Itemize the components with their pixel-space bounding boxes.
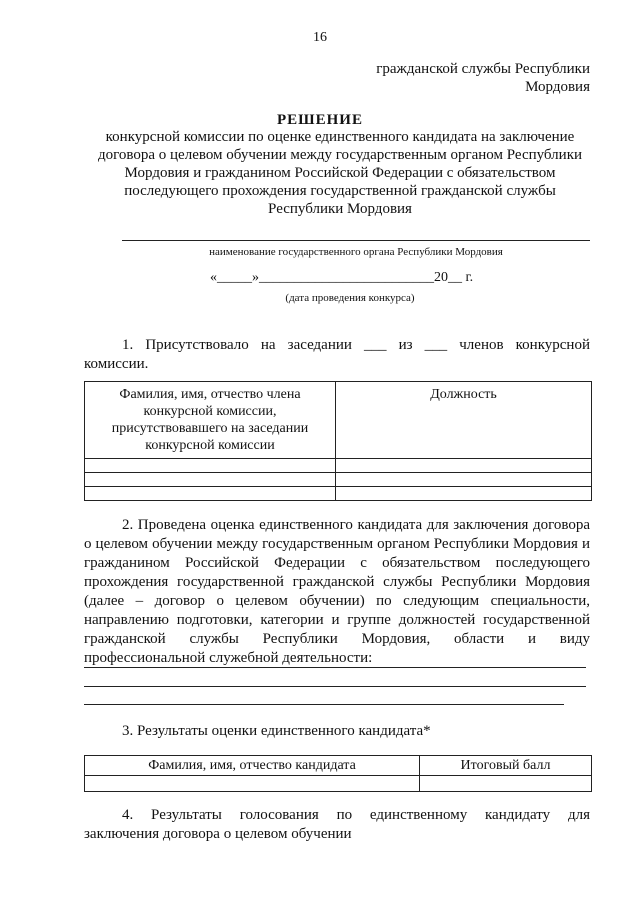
document-title: РЕШЕНИЕ: [277, 112, 363, 128]
subtitle-line: договора о целевом обучении между государственным органом Республики: [97, 147, 583, 163]
subtitle-line: Мордовия и гражданином Российской Федерации с обязательством: [124, 165, 556, 181]
table-row: [85, 487, 592, 501]
table-cell: [85, 487, 336, 501]
subtitle-line: последующего прохождения государственной гражданской службы: [124, 183, 556, 199]
table-cell: [336, 487, 592, 501]
header-line-1: гражданской службы Республики: [376, 61, 590, 77]
table-cell: [336, 473, 592, 487]
table-cell: [85, 459, 336, 473]
fill-line: [84, 667, 586, 668]
section-4-text: 4. Результаты голосования по единственному кандидату для: [122, 807, 590, 823]
final-score-header-text: Итоговый балл: [460, 758, 551, 773]
final-score-header: [420, 756, 592, 776]
table-cell: [420, 776, 592, 792]
member-name-header-text: Фамилия, имя, отчество члена конкурсной комиссии, присутствовавшего на заседании конкурсной комиссии: [111, 387, 309, 453]
table-row: [85, 776, 592, 792]
table-header-row: [85, 756, 592, 776]
subtitle-line: Республики Мордовия: [268, 201, 412, 217]
org-name-line: [122, 240, 590, 241]
section-1-text: 1. Присутствовало на заседании ___ из ___ членов конкурсной: [122, 337, 590, 353]
section-3-text: 3. Результаты оценки единственного кандидата*: [122, 723, 431, 739]
section-1-text-cont: комиссии.: [84, 356, 149, 372]
section-4-text-cont: заключения договора о целевом обучении: [84, 826, 352, 842]
candidate-name-header: [85, 756, 420, 776]
date-field: «_____»_________________________20__ г.: [210, 270, 474, 285]
table-row: [85, 473, 592, 487]
candidate-name-header-text: Фамилия, имя, отчество кандидата: [148, 758, 356, 773]
page-number: 16: [313, 30, 327, 45]
table-cell: [85, 776, 420, 792]
table-cell: [336, 459, 592, 473]
org-name-caption: наименование государственного органа Республики Мордовия: [209, 246, 503, 258]
table-cell: [85, 473, 336, 487]
date-caption: (дата проведения конкурса): [285, 292, 415, 304]
subtitle-line: конкурсной комиссии по оценке единственного кандидата на заключение: [105, 129, 575, 145]
position-header: [336, 382, 592, 459]
member-name-header: [85, 382, 336, 459]
fill-line: [84, 704, 564, 705]
header-line-2: Мордовия: [525, 79, 590, 95]
document-subtitle: [80, 128, 600, 218]
position-header-text: Должность: [430, 387, 497, 402]
header-continuation: [376, 60, 590, 96]
table-header-row: [85, 382, 592, 459]
fill-line: [84, 686, 586, 687]
candidate-results-table: [84, 755, 592, 792]
commission-members-table: [84, 381, 592, 501]
section-2-text: 2. Проведена оценка единственного кандидата для заключения договора о целевом обучении между государственным органом Республики Мордовия и гражданином Российской Федерации с обязательством последующего прохождения государственной гражданской службы Республики Мордовия (далее – договор о целевом обучении) по следующим специальности, направлению подготовки, категории и группе должностей государственной гражданской службы Республики Мордовия, области и виду профессиональной служебной деятельности:: [84, 517, 590, 666]
table-row: [85, 459, 592, 473]
